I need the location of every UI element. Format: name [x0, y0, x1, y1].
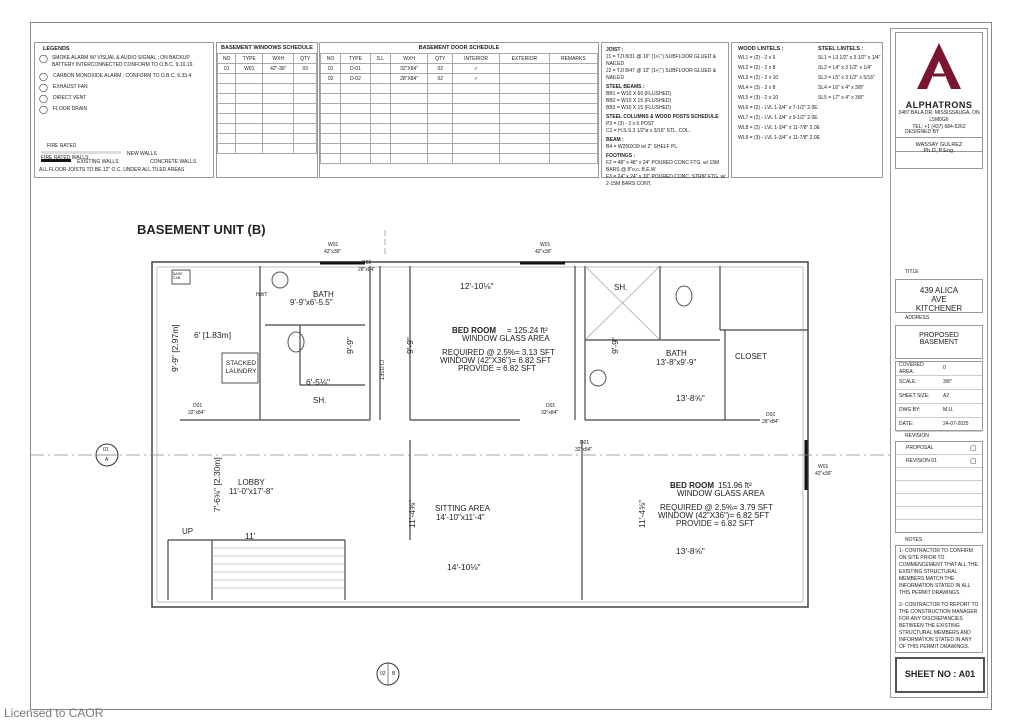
dim-12: 12'-10⅛"	[460, 281, 494, 291]
bed2-required: REQUIRED @ 2.5%= 3.79 SFT	[660, 503, 773, 512]
table-header-cell: NO	[218, 54, 236, 64]
laundry-label: STACKED LAUNDRY	[225, 360, 257, 375]
revision-name: PROPOSAL	[906, 444, 934, 451]
dim-13a: 13'-8⅝"	[676, 393, 705, 403]
info-value: 24-07-2025	[943, 421, 969, 427]
w01-tag-1: W01	[328, 242, 339, 248]
table-cell: ✓	[453, 64, 500, 74]
table-cell: 28"X84"	[390, 74, 427, 84]
section-a-sheet: A	[105, 457, 109, 463]
section-line: C1 = H.S.S 3 1/2"ø x 3/16" STL. COL.	[606, 128, 691, 134]
dim-7: 7'-6⅝" [2.30m]	[212, 457, 222, 512]
info-value: 3/8"	[943, 379, 952, 385]
table-cell: W01	[236, 64, 263, 74]
bed2-label: BED ROOM	[670, 481, 714, 490]
info-label: DATE:	[899, 421, 914, 427]
table-header-cell: S.L	[370, 54, 390, 64]
steel-lintel-item: SL2 = L4" x 3 1/2" x 1/4"	[818, 65, 873, 71]
legend-text: SMOKE ALARM W/ VISUAL & AUDIO SIGNAL ; ON BACKUP BATTERY INTERCONNECTED CONFORM TO O.B.C. 9.10.19.	[51, 55, 194, 68]
company-address: 3487 BALA DR. MISSISSAUGA, ON L5M0G6	[898, 110, 980, 123]
wood-lintel-item: WL1 = (2) - 2 x 6	[738, 55, 776, 61]
w01-tag-3: W01	[818, 464, 829, 470]
closet-label: CLOSET	[735, 352, 768, 361]
section-line: BB3 = W10 X 15 (FLUSHED)	[606, 105, 672, 111]
table-header-cell: QTY	[428, 54, 453, 64]
project-name: PROPOSED BASEMENT	[919, 332, 959, 346]
table-header-cell: EXTERIOR	[500, 54, 550, 64]
door-tag-d01b: D01	[546, 403, 556, 409]
section-title: JOIST :	[606, 47, 624, 53]
fire-rated-walls: FIRE RATED WALLS	[41, 151, 121, 162]
section-title: STEEL BEAMS :	[606, 84, 645, 90]
door-tag-d02a: D02	[362, 260, 372, 266]
info-value: 0	[943, 365, 946, 371]
existing-walls: EXISTING WALLS	[77, 159, 119, 165]
drawing-title: 439 ALICA AVE KITCHENER	[915, 286, 963, 313]
door-size-d01a: 32"x84"	[188, 410, 206, 416]
table-header-cell: TYPE	[341, 54, 370, 64]
door-tag-d01a: D01	[193, 403, 203, 409]
section-a-num: 01	[103, 447, 109, 453]
table-cell: 02	[428, 64, 453, 74]
company-tel: TEL: +1 (437) 684-5262	[912, 124, 966, 130]
wood-lintel-item: WL8 = (2) - LVL 1-3/4" x 11-7/8" 2.0E	[738, 125, 820, 131]
info-label: SHEET SIZE:	[899, 393, 930, 399]
new-walls: NEW WALLS	[127, 151, 157, 157]
section-line: BB1 = W10 X 60 (FLUSHED)	[606, 91, 672, 97]
revision-checkbox-icon: ▢	[970, 444, 977, 452]
table-header-cell: WXH	[263, 54, 294, 64]
section-title: FOOTINGS :	[606, 153, 636, 159]
door-size-d02a: 28"x84"	[358, 267, 376, 273]
table-header-cell: TYPE	[236, 54, 263, 64]
windows-schedule-title: BASEMENT WINDOWS SCHEDULE	[221, 45, 313, 51]
plan-walls	[152, 262, 808, 607]
section-title: BEAM :	[606, 137, 624, 143]
note-item: 1- CONTRACTOR TO CONFIRM ON SITE PRIOR TO COMMENCEMENT THAT ALL THE EXISTING STRUCTURAL MEMBERS MATCH THE INFORMATION STATED IN ALL THIS PERMIT DRAWINGS.	[899, 548, 978, 596]
sh2-label: SH.	[614, 283, 628, 292]
section-title: STEEL COLUMNS & WOOD POSTS SCHEDULE	[606, 114, 719, 120]
table-header-cell: REMARKS	[549, 54, 597, 64]
toilet-icon	[288, 332, 304, 352]
bed1-window: WINDOW (42"X36")= 6.82 SFT	[440, 356, 552, 365]
legend-symbol-icon: ◯	[39, 105, 48, 114]
legend-note: ALL FLOOR JOISTS TO BE 12" O.C. UNDER ALL TILED AREAS	[39, 167, 185, 173]
dim-13b: 13'-8⅝"	[676, 546, 705, 556]
wood-lintel-item: WL4 = (3) - 2 x 8	[738, 85, 776, 91]
dim-9a: 9'-9" [2.97m]	[170, 324, 180, 372]
base-cab-label: BASE CAB.	[173, 272, 183, 280]
dim-6b: 6'-5⅛"	[306, 377, 331, 387]
revision-checkbox-icon: ▢	[970, 457, 977, 465]
table-cell: D-02	[341, 74, 370, 84]
wood-lintels-title: WOOD LINTELS :	[738, 46, 784, 52]
bed1-area: = 125.24 ft²	[507, 326, 548, 335]
wood-lintel-item: WL6 = (2) - LVL 1-3/4" x 7-1/2" 2.0E	[738, 105, 818, 111]
dim-9c: 9'-9"	[405, 337, 415, 354]
bed1-wga: WINDOW GLASS AREA	[462, 334, 550, 343]
table-header-cell: QTY	[294, 54, 317, 64]
table-cell: ✓	[453, 74, 500, 84]
table-cell: 42"-36"	[263, 64, 294, 74]
legend-text: FLOOR DRAIN	[53, 106, 88, 112]
bath2-dim: 13'-8"x9'-9"	[656, 358, 697, 367]
wood-lintel-item: WL7 = (2) - LVL 1-3/4" x 9-1/2" 2.0E	[738, 115, 818, 121]
table-cell: 02	[321, 74, 341, 84]
sitting-dim: 14'-10"x11'-4"	[436, 513, 485, 522]
table-cell: 02	[428, 74, 453, 84]
legend-symbol-icon: ◯	[39, 54, 48, 63]
dim-11c: 11'-4⅝"	[637, 499, 647, 528]
lobby-dim: 11'-0"x17'-8"	[229, 487, 274, 496]
closet-vertical-label: CLOSET	[378, 360, 384, 381]
w01-tag-2: W01	[540, 242, 551, 248]
stair-treads	[212, 548, 345, 588]
info-label: COVERED AREA:	[899, 361, 924, 375]
section-line: J1 = TJI 8/31 @ 16" (1¹⁄₂") SUBFLOOR GLUED & NAILED	[606, 54, 717, 67]
dim-11b: 11'-4⅝"	[407, 499, 417, 528]
bed1-provide: PROVIDE = 6.82 SFT	[458, 364, 537, 373]
table-cell: D-01	[341, 64, 370, 74]
door-tag-d02b: D02	[766, 412, 776, 418]
table-cell: 32"X84"	[390, 64, 427, 74]
table-cell: 01	[218, 64, 236, 74]
legend-text: EXHAUST FAN	[53, 84, 88, 90]
designer-name: WASSAY GULREZ	[915, 142, 963, 148]
bed1-required: REQUIRED @ 2.5%= 3.13 SFT	[442, 348, 555, 357]
revision-label: REVISION	[905, 433, 929, 439]
table-header-cell: WXH	[390, 54, 427, 64]
bed1-label: BED ROOM	[452, 326, 496, 335]
hwt-label: HWT	[256, 292, 268, 298]
bed2-provide: PROVIDE = 6.82 SFT	[676, 519, 755, 528]
section-b-sheet: B	[392, 671, 396, 677]
info-value: A2	[943, 393, 950, 399]
legends-title: LEGENDS	[43, 46, 70, 52]
title-label: TITLE	[905, 269, 919, 275]
w01-size-1: 42"x36"	[324, 249, 342, 255]
wood-lintel-item: WL9 = (3) - LVL 1-3/4" x 11-7/8" 2.0E	[738, 135, 820, 141]
steel-lintel-item: SL4 = L6" x 4" x 3/8"	[818, 85, 864, 91]
info-label: SCALE:	[899, 379, 917, 385]
section-line: BB2 = W10 X 15 (FLUSHED)	[606, 98, 672, 104]
dim-6: 6' [1.83m]	[194, 330, 232, 340]
fire-rated-label: FIRE RATED	[47, 143, 77, 149]
window-marks	[320, 263, 806, 490]
bath1-dim: 9'-9"x6'-5.5"	[290, 298, 333, 307]
revision-name: REVISION 01	[906, 457, 937, 464]
dim-14: 14'-10⅛"	[447, 562, 481, 572]
door-size-d02b: 28"x84"	[762, 419, 780, 425]
info-label: DWG BY:	[899, 407, 921, 413]
info-value: M.U.	[943, 407, 954, 413]
plan-heading: BASEMENT UNIT (B)	[137, 222, 266, 237]
legend-symbol-icon: ◯	[39, 83, 48, 92]
dim-11: 11'	[245, 531, 256, 541]
w01-size-3: 42"x36"	[815, 471, 833, 477]
table-cell: 01	[321, 64, 341, 74]
dim-9b: 9'-9"	[345, 337, 355, 354]
bed2-window: WINDOW (42"X36")= 6.82 SFT	[658, 511, 770, 520]
sink-2-icon	[590, 370, 606, 386]
table-header-cell: INTERIOR	[453, 54, 500, 64]
table-header-cell: NO	[321, 54, 341, 64]
legend-symbol-icon: ◯	[39, 72, 48, 81]
door-size-d01b: 32"x84"	[541, 410, 559, 416]
steel-lintel-item: SL3 = L5" x 3 1/2" x 5/16"	[818, 75, 875, 81]
bed2-wga: WINDOW GLASS AREA	[677, 489, 765, 498]
notes-label: NOTES	[905, 537, 923, 543]
steel-lintels-title: STEEL LINTELS :	[818, 46, 864, 52]
section-line: P3 = (3) - 2 x 6 POST	[606, 121, 655, 127]
sheet-number: SHEET NO : A01	[895, 657, 985, 693]
wood-lintel-item: WL2 = (2) - 2 x 8	[738, 65, 776, 71]
sh-label: SH.	[313, 396, 327, 405]
w01-size-2: 42"x36"	[535, 249, 553, 255]
legend-text: DIRECT VENT	[53, 95, 87, 101]
bed2-area: 151.96 ft²	[718, 481, 752, 490]
legend-text: CARBON MONOXIDE ALARM ; CONFORM TO O.B.C. 9.33.4	[53, 73, 192, 79]
section-line: B4 = W250X39 w/ 2" SHELF PL.	[606, 144, 679, 150]
wood-lintel-item: WL3 = (2) - 2 x 10	[738, 75, 779, 81]
bath1-label: BATH	[313, 290, 334, 299]
lobby-label: LOBBY	[238, 478, 265, 487]
door-size-d01c: 32"x84"	[575, 447, 593, 453]
dim-9d: 9'-9"	[610, 337, 620, 354]
section-line: F2 = 48" x 48" x 24" POURED CONC FTG. w/ 15M BARS @ 8"o.c. B.E.W	[606, 160, 720, 173]
section-line: F3 = 24" x 24" x 10" POURED CONC. STRIP FTG. w/ 2-15M BARS CONT.	[606, 174, 726, 187]
steel-lintel-item: SL1 = L3 1/2" x 3 1/2" x 1/4"	[818, 55, 881, 61]
steel-lintel-item: SL5 = L7" x 4" x 3/8"	[818, 95, 864, 101]
designed-by-label: DESIGNED BY	[905, 129, 940, 135]
sitting-label: SITTING AREA	[435, 504, 491, 513]
wood-lintel-item: WL5 = (3) - 2 x 10	[738, 95, 779, 101]
stairs-up-label: UP	[182, 527, 194, 536]
toilet-2-icon	[676, 286, 692, 306]
note-item: 2- CONTRACTOR TO REPORT TO THE CONSTRUCTION MANAGER FOR ANY DISCREPANCIES BETWEEN THE EXISTING STRUCTURAL MEMBERS AND INFORMATION STATED IN ANY OF THIS PERMIT DRAWINGS.	[899, 602, 979, 650]
watermark: Licensed to CAOR	[4, 706, 104, 720]
concrete-walls: CONCRETE WALLS	[150, 159, 197, 165]
section-line: J2 = TJI 8/47 @ 12" (1¹⁄₂") SUBFLOOR GLUED & NAILED	[606, 68, 717, 81]
bath2-label: BATH	[666, 349, 687, 358]
company-name: ALPHATRONS	[905, 100, 973, 110]
door-schedule-title: BASEMENT DOOR SCHEDULE	[418, 45, 500, 51]
door-tag-d01c: D01	[580, 440, 590, 446]
section-b-num: 02	[380, 671, 386, 677]
legend-symbol-icon: ◯	[39, 94, 48, 103]
designer-credentials: Ph.D, P.Eng.	[923, 148, 955, 154]
table-cell: 03	[294, 64, 317, 74]
address-label: ADDRESS	[905, 315, 930, 321]
sink-icon	[272, 272, 288, 288]
